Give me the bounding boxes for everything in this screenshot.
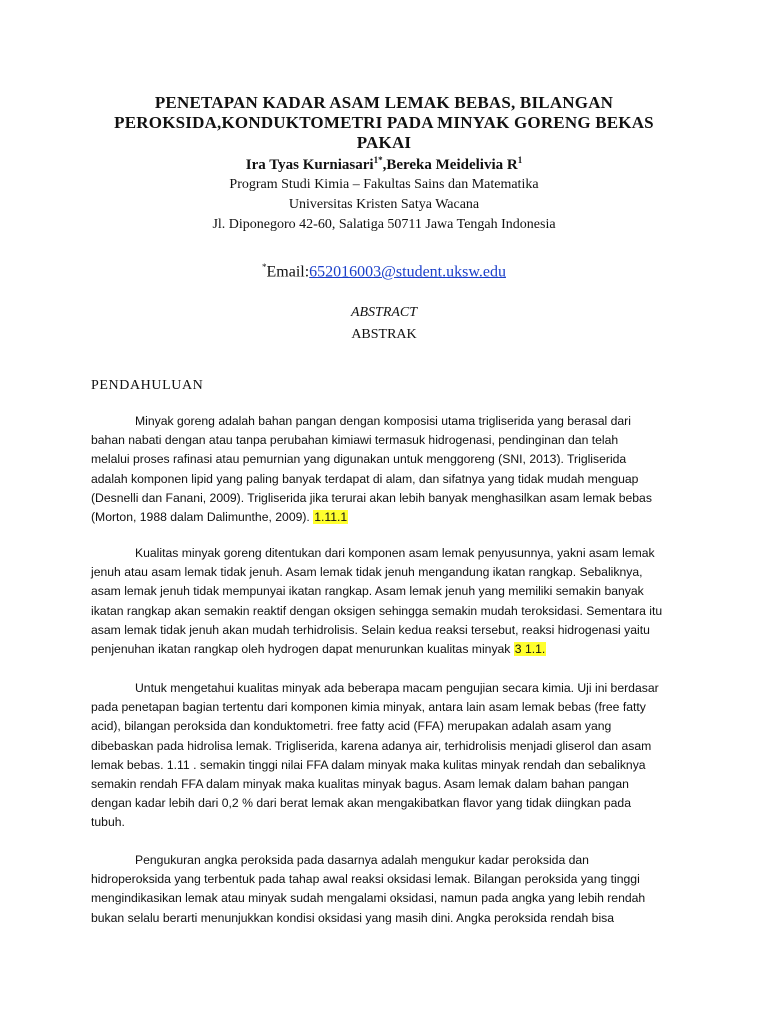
paragraph-line: Untuk mengetahui kualitas minyak ada beberapa macam pengujian secara kimia. Uji ini berdasar	[135, 681, 659, 695]
abstract-heading-indonesian: ABSTRAK	[351, 327, 417, 342]
paragraph-line: bukan selalu berarti menunjukkan kondisi oksidasi yang masih dini. Angka peroksida rendah bisa	[91, 910, 615, 925]
paragraph-line: jenuh atau asam lemak tidak jenuh. Asam lemak tidak jenuh mengandung ikatan rangkap. Sebaliknya,	[91, 565, 643, 580]
highlighted-reference: 3 1.1.	[514, 642, 546, 657]
paragraph-2	[91, 544, 676, 659]
author-list	[0, 155, 768, 174]
title-line-2: PEROKSIDA,KONDUKTOMETRI PADA MINYAK GORENG BEKAS	[114, 113, 654, 132]
author-1-affiliation-mark: 1*	[373, 155, 383, 165]
paper-title	[110, 93, 658, 153]
paragraph-text: (Morton, 1988 dalam Dalimunthe, 2009).	[91, 510, 314, 525]
email-link[interactable]: 652016003@student.uksw.edu	[309, 263, 506, 281]
paragraph-line: pada penetapan bagian tertentu dari komponen kimia minyak, antara lain asam lemak bebas (free fatty	[91, 700, 646, 715]
title-line-3: PAKAI	[356, 133, 412, 152]
paragraph-line: acid), bilangan peroksida dan konduktometri. free fatty acid (FFA) merupakan adalah asam yang	[91, 719, 612, 734]
paragraph-1	[91, 412, 676, 527]
affiliation-address: Jl. Diponegoro 42-60, Salatiga 50711 Jawa Tengah Indonesia	[212, 217, 556, 232]
paragraph-line: hidroperoksida yang terbentuk pada tahap awal reaksi oksidasi lemak. Bilangan peroksida yang tinggi	[91, 872, 640, 887]
affiliation-university: Universitas Kristen Satya Wacana	[288, 197, 480, 212]
paragraph-line: (Desnelli dan Fanani, 2009). Trigliserida jika terurai akan lebih banyak menghasilkan asam lemak bebas	[91, 490, 652, 505]
paragraph-line: dibebaskan pada hidrolisa lemak. Trigliserida, karena adanya air, terhidrolisis menjadi gliserol dan asam	[91, 738, 652, 753]
paragraph-3	[91, 679, 676, 833]
affiliation-department: Program Studi Kimia – Fakultas Sains dan Matematika	[229, 177, 539, 192]
contact-email	[0, 262, 768, 281]
email-label: Email:	[266, 263, 310, 281]
paragraph-line: tubuh.	[91, 815, 125, 830]
paragraph-line: bahan nabati dengan atau tanpa perubahan kimiawi termasuk hidrogenasi, pendinginan dan telah	[91, 433, 619, 448]
paragraph-line: Pengukuran angka peroksida pada dasarnya adalah mengukur kadar peroksida dan	[135, 853, 589, 867]
highlighted-reference: 1.11.1	[314, 510, 348, 525]
author-2-name: Bereka Meidelivia R	[386, 157, 518, 173]
paragraph-line: melalui proses rafinasi atau pemurnian yang digunakan untuk menggoreng (SNI, 2013). Trigliserida	[91, 452, 627, 467]
paragraph-line	[91, 508, 676, 527]
paragraph-line: mengindikasikan lemak atau minyak sudah mengalami oksidasi, namun pada angka yang lebih rendah	[91, 891, 646, 906]
paragraph-line: asam lemak tidak jenuh akan mudah terhidrolisis. Selain kedua reaksi tersebut, reaksi hidrogenasi yaitu	[91, 622, 650, 637]
paragraph-line: adalah komponen lipid yang paling banyak terdapat di alam, dan sifatnya yang tidak mudah menguap	[91, 471, 639, 486]
paragraph-text: penjenuhan ikatan rangkap oleh hydrogen dapat menurunkan kualitas minyak	[91, 642, 514, 657]
author-2-affiliation-mark: 1	[517, 155, 523, 165]
author-separator: ,	[382, 157, 387, 173]
paragraph-line: ikatan rangkap akan semakin reaktif dengan oksigen sehingga semakin mudah teroksidasi. Sementara itu	[91, 603, 663, 618]
author-1-name: Ira Tyas Kurniasari	[245, 157, 374, 173]
paragraph-line: lemak bebas. 1.11 . semakin tinggi nilai FFA dalam minyak maka kulitas minyak rendah dan sebaliknya	[91, 757, 646, 772]
title-line-1: PENETAPAN KADAR ASAM LEMAK BEBAS, BILANGAN	[154, 93, 614, 112]
section-heading: PENDAHULUAN	[91, 378, 204, 393]
abstract-heading-english: ABSTRACT	[350, 305, 418, 320]
paragraph-line	[91, 640, 676, 659]
paragraph-4	[91, 851, 676, 928]
paragraph-line: Kualitas minyak goreng ditentukan dari komponen asam lemak penyusunnya, yakni asam lemak	[135, 546, 655, 560]
paragraph-line: asam lemak jenuh tidak mempunyai ikatan rangkap. Asam lemak jenuh yang memiliki semakin banyak	[91, 584, 644, 599]
paragraph-line: Minyak goreng adalah bahan pangan dengan komposisi utama trigliserida yang berasal dari	[135, 414, 631, 428]
paragraph-line: dengan kadar lebih dari 0,2 % dari berat lemak akan mengakibatkan flavor yang tidak diingkan pada	[91, 796, 631, 811]
corresponding-author-mark: *	[262, 262, 267, 272]
paragraph-line: semakin rendah FFA dalam minyak maka kualitas minyak bagus. Asam lemak dalam bahan pangan	[91, 777, 629, 792]
